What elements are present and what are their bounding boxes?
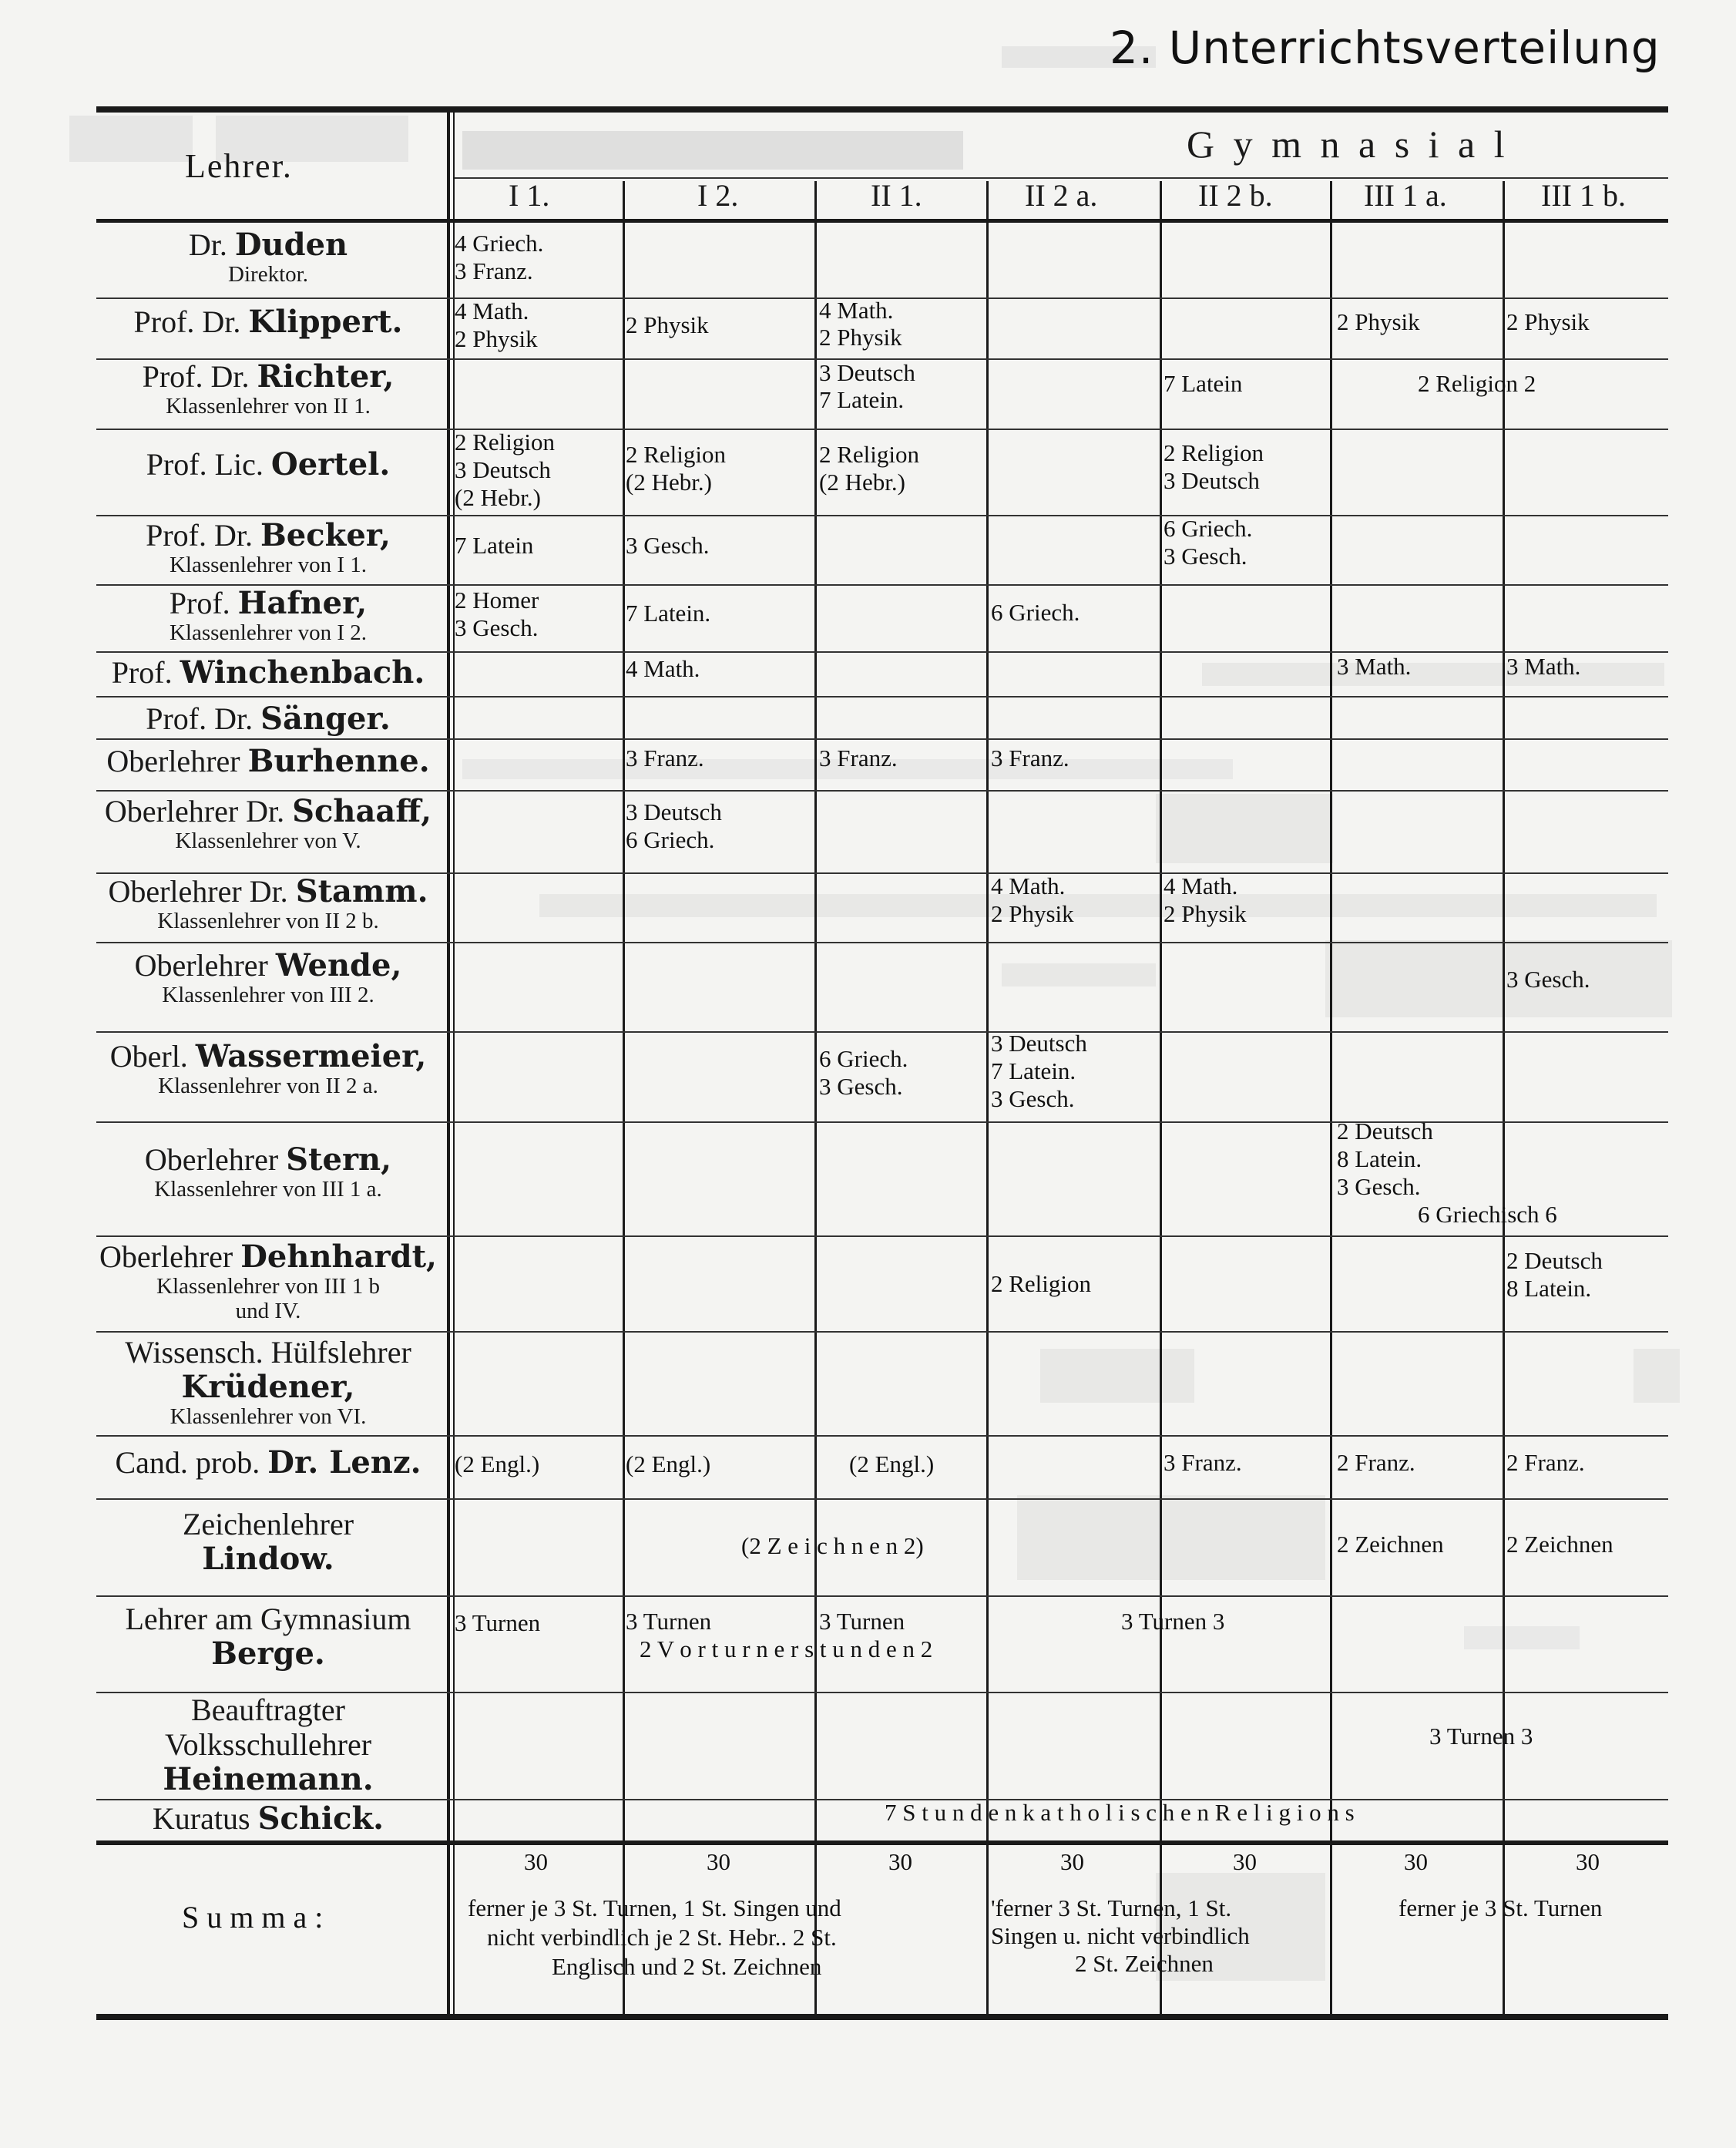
teacher-stern [91,1142,445,1202]
row-sep [96,1595,1668,1597]
row-sep [96,1435,1668,1437]
teacher-role: Klassenlehrer von V. [175,829,361,853]
teacher-surname: Sänger. [260,701,391,737]
row-sep [96,696,1668,698]
teacher-schaaff [91,794,445,853]
teacher-title: Lehrer am Gymnasium [125,1602,411,1636]
cell: 2 Deutsch [1506,1247,1603,1274]
teacher-saenger [91,701,445,736]
cell: 3 Deutsch [626,798,722,825]
cell: 3 Gesch. [1506,966,1590,993]
teacher-title: Prof. Dr. [133,304,241,339]
cell: 3 Math. [1506,653,1581,680]
cell: 4 Math. [819,297,894,324]
cell: 2 Homer [455,587,539,613]
cell: 7 Latein [455,532,534,559]
table-top-rule [96,106,1668,113]
teacher-col-divider-2 [453,113,455,2014]
cell: 6 Griechisch 6 [1418,1201,1557,1228]
summa-total-iii1b: 30 [1576,1848,1600,1875]
teacher-title: Kuratus [152,1801,250,1836]
teacher-surname: Stamm. [295,873,428,909]
teacher-role: Klassenlehrer von II 2 b. [157,909,379,933]
cell: 3 Gesch. [626,532,710,559]
cell: 2 Religion [819,441,920,468]
cell: (2 Hebr.) [626,469,712,496]
row-sep [96,1498,1668,1500]
cell: 4 Math. [626,655,700,682]
cell: 2 Physik [1506,308,1590,335]
teacher-role: Klassenlehrer von III 1 a. [154,1177,382,1202]
cell: 3 Turnen 3 [1429,1723,1533,1750]
teacher-surname: Duden [234,227,348,263]
row-sep [96,738,1668,740]
teacher-surname: Klippert. [248,304,403,340]
teacher-title: Prof. Lic. [146,447,264,482]
col-divider-ii1 [814,181,817,2014]
teacher-burhenne [91,744,445,778]
cell: 7 Latein. [626,600,711,627]
summa-note-upper: ferner je 3 St. Turnen, 1 St. Singen und [468,1894,841,1921]
row-sep [96,429,1668,430]
summa-total-ii2a: 30 [1060,1848,1084,1875]
cell: 6 Griech. [819,1045,908,1072]
teacher-hafner [91,586,445,645]
teacher-role: Klassenlehrer von I 1. [169,553,368,577]
cell: 2 Zeichnen [1506,1531,1613,1558]
cell: 2 Physik [455,325,538,352]
teacher-role: Klassenlehrer von III 2. [162,983,374,1007]
teacher-title: Prof. [169,586,230,620]
teacher-surname: Becker, [260,517,391,553]
summa-total-ii2b: 30 [1233,1848,1257,1875]
teacher-title-2: Volksschullehrer [164,1727,372,1762]
class-header-iii1a: III 1 a. [1364,178,1447,213]
row-sep [96,1031,1668,1033]
row-sep [96,515,1668,516]
cell: (2 Engl.) [626,1450,711,1477]
teacher-title: Wissensch. Hülfslehrer [125,1335,411,1370]
teacher-kruedener [91,1335,445,1429]
teacher-klippert [91,304,445,339]
cell: (2 Hebr.) [455,484,541,511]
teacher-wassermeier [91,1039,445,1098]
teacher-title: Prof. Dr. [146,701,254,736]
teacher-role: Klassenlehrer von II 1. [166,394,371,419]
class-header-iii1b: III 1 b. [1541,178,1626,213]
teacher-surname: Heinemann. [163,1761,374,1797]
cell: 3 Turnen [819,1608,905,1635]
teacher-role: Klassenlehrer von II 2 a. [158,1074,378,1098]
class-header-i1: I 1. [509,178,550,213]
teacher-title: Prof. Dr. [142,359,250,394]
cell: 7 Latein [1163,370,1243,397]
teacher-berge [91,1602,445,1671]
cell: 3 Gesch. [455,614,539,641]
teacher-title: Beauftragter [191,1693,345,1727]
cell: (2 Engl.) [455,1450,540,1477]
teacher-lindow [91,1507,445,1576]
teacher-surname: Berge. [211,1635,325,1672]
teacher-heinemann [91,1693,445,1797]
cell: 7 Latein. [991,1057,1076,1084]
cell: 3 Turnen [626,1608,712,1635]
teacher-richter [91,359,445,419]
teacher-title: Zeichenlehrer [182,1507,354,1541]
teacher-title: Prof. [111,655,173,690]
cell: 2 Franz. [1337,1449,1415,1476]
row-sep [96,1235,1668,1237]
summa-note-upper: Englisch und 2 St. Zeichnen [552,1953,822,1980]
cell: 3 Franz. [455,257,533,284]
teacher-surname: Lindow. [202,1541,334,1577]
cell: (2 Hebr.) [819,469,905,496]
teacher-becker [91,518,445,577]
cell: 2 Physik [819,324,902,351]
col-divider-ii2a [986,181,989,2014]
teacher-surname: Hafner, [237,585,368,621]
cell: 2 Physik [991,900,1074,927]
cell: 2 Deutsch [1337,1118,1433,1145]
cell: 3 Franz. [626,745,704,771]
cell: 3 Deutsch [991,1030,1087,1057]
summa-note-middle: 'ferner 3 St. Turnen, 1 St. [991,1894,1232,1921]
cell: 3 Deutsch [819,359,915,386]
cell: 6 Griech. [1163,515,1253,542]
summa-note-middle: Singen u. nicht verbindlich [991,1922,1250,1949]
cell: 2 Religion 2 [1418,370,1536,397]
cell: 2 V o r t u r n e r s t u n d e n 2 [640,1635,933,1662]
teacher-role-2: und IV. [235,1299,301,1323]
row-sep [96,790,1668,792]
summa-top-rule [96,1840,1668,1845]
teacher-duden [91,227,445,287]
teacher-surname: Richter, [257,358,395,395]
cell: 6 Griech. [991,599,1080,626]
cell: 2 Franz. [1506,1449,1585,1476]
cell: 2 Religion [991,1270,1092,1297]
teacher-dehnhardt [91,1239,445,1323]
cell: 2 Zeichnen [1337,1531,1444,1558]
teacher-col-header: Lehrer. [185,147,293,185]
teacher-title: Prof. Dr. [146,518,253,553]
teacher-title: Oberlehrer Dr. [108,874,288,909]
cell: 3 Franz. [991,745,1069,771]
teacher-title: Dr. [188,227,227,262]
cell: 4 Griech. [455,230,544,257]
col-divider-iii1a [1330,181,1332,2014]
row-sep [96,1331,1668,1333]
teacher-title: Oberlehrer Dr. [104,794,285,829]
class-header-i2: I 2. [697,178,739,213]
teacher-surname: Wassermeier, [195,1038,427,1074]
teacher-surname: Schaaff, [292,793,432,829]
teacher-surname: Winchenbach. [180,654,425,691]
teacher-role: Klassenlehrer von III 1 b [156,1274,380,1299]
cell: 2 Religion [626,441,727,468]
teacher-surname: Dehnhardt, [240,1239,437,1275]
teacher-schick [91,1801,445,1836]
teacher-title: Oberlehrer [106,744,240,778]
teacher-role: Direktor. [228,262,308,287]
cell: 2 Physik [1163,900,1247,927]
summa-total-ii1: 30 [888,1848,912,1875]
cell: 2 Religion [455,429,556,455]
teacher-title: Oberlehrer [99,1239,233,1274]
group-header: G y m n a s i a l [1187,123,1509,166]
class-header-ii1: II 1. [871,178,922,213]
cell: (2 Z e i c h n e n 2) [741,1532,924,1559]
cell: 7 Latein. [819,386,905,413]
cell: 3 Deutsch [1163,467,1260,494]
cell: 3 Franz. [1163,1449,1242,1476]
teacher-title: Cand. prob. [115,1445,260,1480]
teacher-oertel [91,447,445,482]
teacher-surname: Oertel. [270,446,391,482]
row-sep [96,942,1668,943]
summa-total-iii1a: 30 [1404,1848,1428,1875]
cell: 3 Gesch. [819,1073,903,1100]
cell: 4 Math. [455,297,529,324]
row-sep [96,651,1668,653]
teacher-surname: Schick. [257,1800,384,1837]
summa-total-i1: 30 [524,1848,548,1875]
teacher-title: Oberl. [109,1039,188,1074]
teacher-surname: Burhenne. [247,743,430,779]
teacher-title: Oberlehrer [134,948,268,983]
cell: 4 Math. [991,872,1066,899]
cell: 3 Gesch. [1337,1173,1421,1200]
teacher-stamm [91,874,445,933]
cell: 3 Franz. [819,745,898,771]
teacher-surname: Krüdener, [181,1369,355,1405]
cell: 3 Math. [1337,653,1412,680]
cell: (2 Engl.) [849,1450,935,1477]
teacher-wende [91,948,445,1007]
teacher-role: Klassenlehrer von I 2. [169,620,368,645]
header-bottom-rule [96,219,1668,223]
summa-total-i2: 30 [707,1848,730,1875]
summa-note-lower: ferner je 3 St. Turnen [1399,1894,1603,1921]
teacher-winchenbach [91,655,445,690]
col-divider-i2 [623,181,625,2014]
class-header-ii2b: II 2 b. [1198,178,1273,213]
summa-note-middle: 2 St. Zeichnen [1075,1950,1214,1977]
cell: 3 Gesch. [1163,543,1247,570]
cell: 2 Physik [1337,308,1420,335]
teacher-surname: Stern, [286,1141,392,1178]
cell: 6 Griech. [626,826,715,853]
summa-label: S u m m a : [182,1900,324,1935]
cell: 4 Math. [1163,872,1238,899]
cell: 3 Deutsch [455,456,551,483]
cell: 2 Physik [626,311,709,338]
cell: 2 Religion [1163,439,1264,466]
cell: 3 Turnen 3 [1121,1608,1225,1635]
teacher-surname: Wende, [275,947,402,983]
teacher-surname: Dr. Lenz. [267,1444,421,1481]
cell: 3 Gesch. [991,1085,1075,1112]
cell: 8 Latein. [1506,1275,1592,1302]
teacher-col-divider [447,113,450,2014]
col-divider-ii2b [1160,181,1162,2014]
cell: 7 S t u n d e n k a t h o l i s c h e n R e l i g i o n s [885,1799,1355,1826]
cell: 3 Turnen [455,1609,541,1636]
table-bottom-rule [96,2014,1668,2020]
teacher-title: Oberlehrer [144,1142,279,1177]
teacher-role: Klassenlehrer von VI. [170,1404,367,1429]
page-heading: 2. Unterrichtsverteilung [1110,22,1660,74]
class-header-ii2a: II 2 a. [1025,178,1098,213]
cell: 8 Latein. [1337,1145,1422,1172]
teacher-lenz [91,1445,445,1480]
summa-note-upper: nicht verbindlich je 2 St. Hebr.. 2 St. [487,1924,837,1951]
